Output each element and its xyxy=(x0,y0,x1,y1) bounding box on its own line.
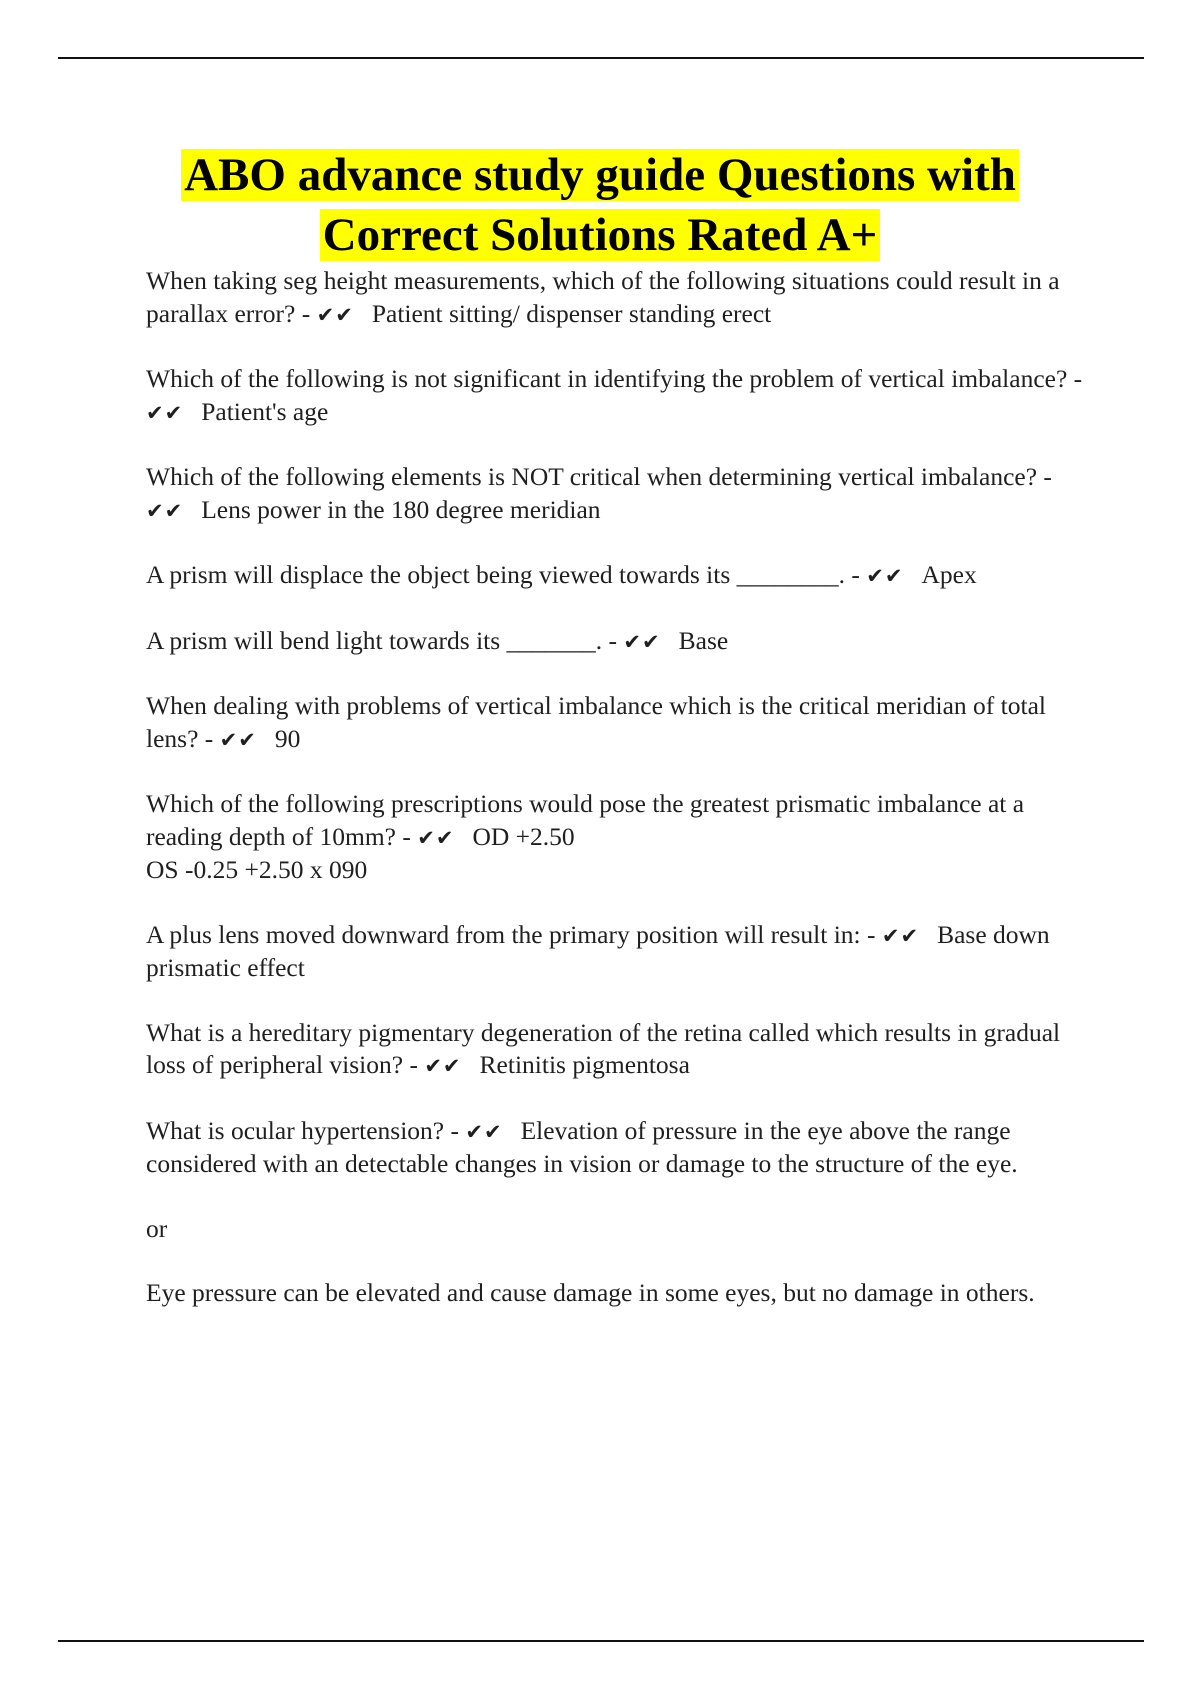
qa-item xyxy=(146,363,1096,429)
top-rule xyxy=(58,57,1144,59)
check-icon: ✔✔ xyxy=(146,498,184,523)
separator: - xyxy=(602,625,624,655)
answer-text: Base xyxy=(678,625,729,655)
separator: - xyxy=(860,919,882,949)
separator: - xyxy=(295,298,317,328)
check-icon: ✔✔ xyxy=(424,1054,462,1078)
page-title xyxy=(0,145,1200,265)
title-line-2: Correct Solutions Rated A+ xyxy=(320,209,881,261)
check-icon: ✔✔ xyxy=(623,629,661,654)
qa-item xyxy=(146,690,1096,756)
answer-text: Apex xyxy=(921,560,977,589)
separator: - xyxy=(395,821,418,851)
qa-item xyxy=(146,265,1096,331)
answer-text: Retinitis pigmentosa xyxy=(479,1050,690,1079)
question-text: What is ocular hypertension? xyxy=(146,1115,445,1145)
qa-item xyxy=(146,461,1096,527)
question-text: Which of the following elements is NOT critical when determining vertical imbalance? xyxy=(146,462,1038,491)
check-icon: ✔✔ xyxy=(881,923,920,948)
title-line-1: ABO advance study guide Questions with xyxy=(181,149,1019,201)
qa-item xyxy=(146,919,1096,985)
question-text: When dealing with problems of vertical imbalance which is the critical meridian of total lens? xyxy=(146,691,1046,753)
check-icon: ✔✔ xyxy=(219,727,257,752)
answer-text: Patient sitting/ dispenser standing erect xyxy=(371,298,772,328)
answer-text: Patient's age xyxy=(201,396,329,426)
closing-text: Eye pressure can be elevated and cause damage in some eyes, but no damage in others. xyxy=(146,1278,1035,1307)
answer-text: Lens power in the 180 degree meridian xyxy=(201,494,601,524)
check-icon: ✔✔ xyxy=(316,302,354,327)
question-text: A plus lens moved downward from the primary position will result in: xyxy=(146,919,861,949)
answer-text: OD +2.50 xyxy=(472,821,575,851)
qa-item xyxy=(146,559,1096,593)
separator: - xyxy=(845,560,867,589)
question-text: What is a hereditary pigmentary degeneration of the retina called which results in gradual loss of peripheral vision? xyxy=(146,1017,1061,1079)
bottom-rule xyxy=(58,1640,1144,1642)
separator: - xyxy=(1067,364,1083,393)
separator: - xyxy=(1037,462,1052,491)
qa-item xyxy=(146,625,1096,659)
qa-item xyxy=(146,788,1096,887)
question-text: When taking seg height measurements, which of the following situations could result in a parallax error? xyxy=(146,266,1060,328)
qa-item xyxy=(146,1017,1096,1083)
answer-text: Base down prismatic effect xyxy=(146,919,1050,982)
answer-text: 90 xyxy=(274,723,301,753)
answer-text-line-2: OS -0.25 +2.50 x 090 xyxy=(146,855,368,884)
qa-list xyxy=(146,265,1096,1342)
check-icon: ✔✔ xyxy=(417,825,455,850)
qa-item xyxy=(146,1115,1096,1181)
check-icon: ✔✔ xyxy=(465,1119,503,1144)
question-text: A prism will displace the object being viewed towards its ________. xyxy=(146,560,846,589)
separator: - xyxy=(198,723,220,753)
question-text: A prism will bend light towards its _______. xyxy=(146,625,603,655)
separator: - xyxy=(444,1115,466,1145)
check-icon: ✔✔ xyxy=(866,564,904,588)
or-text: or xyxy=(146,1213,168,1243)
check-icon: ✔✔ xyxy=(146,400,184,425)
answer-text: Elevation of pressure in the eye above the range considered with an detectable changes in vision or damage to the structure of the eye. xyxy=(146,1115,1018,1178)
question-text: Which of the following prescriptions would pose the greatest prismatic imbalance at a reading depth of 10mm? xyxy=(146,789,1025,851)
separator: - xyxy=(403,1050,425,1079)
question-text: Which of the following is not significant in identifying the problem of vertical imbalance? xyxy=(146,364,1068,393)
